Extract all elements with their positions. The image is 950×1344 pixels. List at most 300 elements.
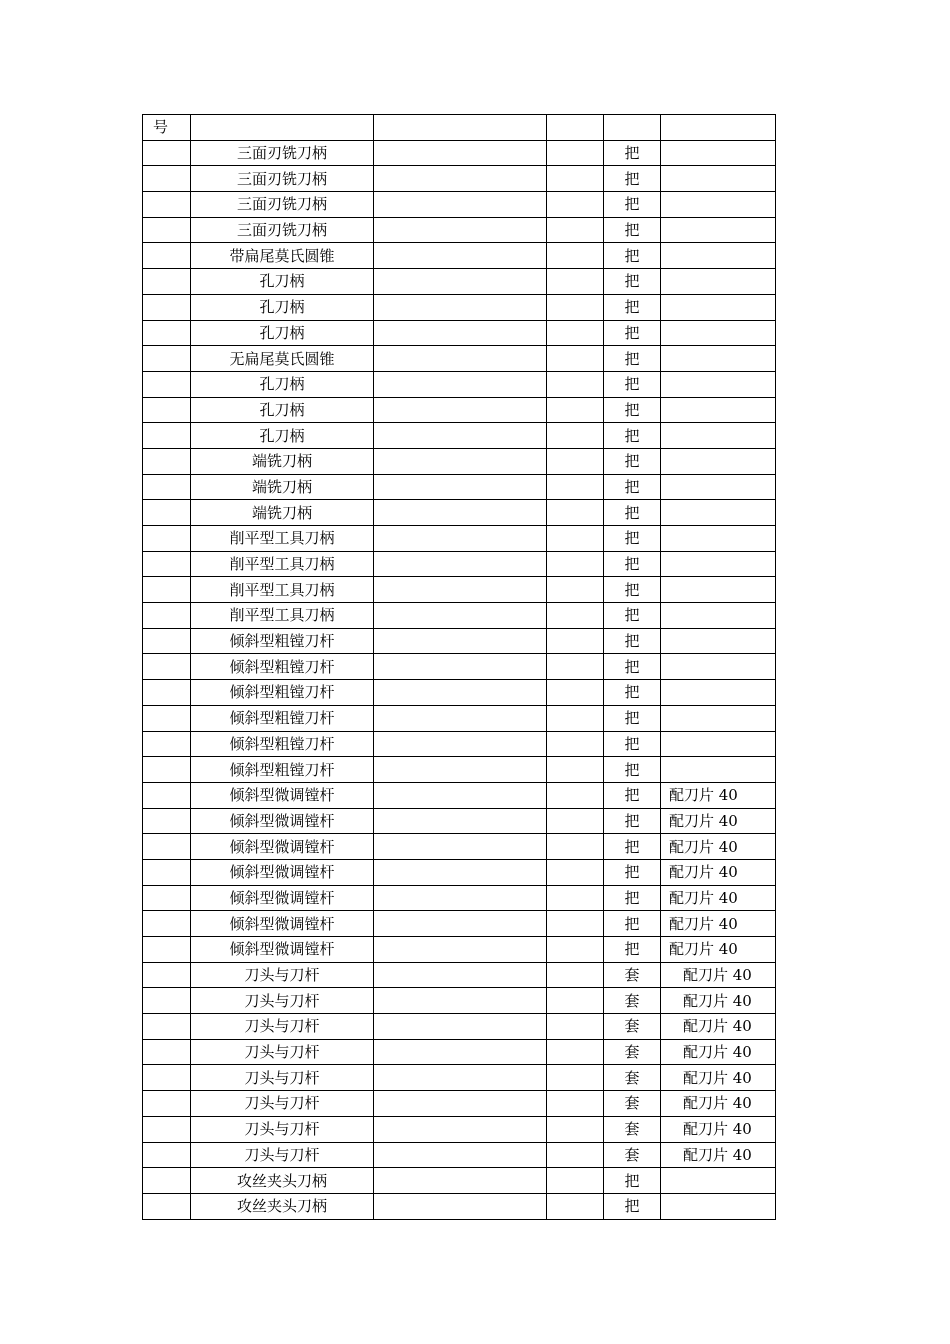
item-name-cell: 倾斜型粗镗刀杆 [191,680,374,706]
unit-cell: 把 [604,192,661,218]
unit-cell: 把 [604,859,661,885]
spec-cell [374,269,547,295]
item-name-cell: 攻丝夹头刀柄 [191,1168,374,1194]
spec-cell [374,808,547,834]
number-cell [143,1168,191,1194]
number-cell [143,500,191,526]
spec-cell [374,448,547,474]
spec-cell [374,834,547,860]
table-row [143,988,776,1014]
remark-cell: 配刀片 40 [661,782,776,808]
number-cell [143,217,191,243]
table-row [143,885,776,911]
unit-cell: 把 [604,603,661,629]
spec-cell [374,988,547,1014]
number-cell [143,320,191,346]
qty-cell [547,937,604,963]
item-name-cell: 孔刀柄 [191,269,374,295]
table-row [143,269,776,295]
unit-cell: 把 [604,654,661,680]
number-cell [143,448,191,474]
spec-cell [374,423,547,449]
qty-cell [547,166,604,192]
table-row [143,423,776,449]
item-name-cell: 倾斜型粗镗刀杆 [191,731,374,757]
qty-cell [547,988,604,1014]
table-row [143,577,776,603]
number-cell [143,1193,191,1219]
remark-cell: 配刀片 40 [661,1116,776,1142]
table-row [143,757,776,783]
remark-cell [661,526,776,552]
unit-cell: 套 [604,1116,661,1142]
remark-cell [661,603,776,629]
table-row [143,474,776,500]
qty-cell [547,448,604,474]
unit-cell: 把 [604,166,661,192]
remark-cell [661,140,776,166]
qty-cell [547,371,604,397]
qty-cell [547,834,604,860]
item-name-cell: 三面刃铣刀柄 [191,140,374,166]
table-row [143,1039,776,1065]
qty-cell [547,1142,604,1168]
unit-cell: 把 [604,346,661,372]
number-cell [143,937,191,963]
spec-cell [374,757,547,783]
spec-cell [374,551,547,577]
remark-cell: 配刀片 40 [661,885,776,911]
number-cell [143,911,191,937]
remark-header-cell [661,115,776,141]
item-name-cell: 倾斜型粗镗刀杆 [191,705,374,731]
item-name-cell: 倾斜型微调镗杆 [191,782,374,808]
spec-cell [374,1065,547,1091]
number-cell [143,474,191,500]
unit-cell: 把 [604,757,661,783]
remark-cell: 配刀片 40 [661,808,776,834]
unit-cell: 把 [604,140,661,166]
remark-cell [661,192,776,218]
unit-cell: 把 [604,1193,661,1219]
unit-cell: 套 [604,1014,661,1040]
unit-cell: 把 [604,577,661,603]
unit-cell: 套 [604,962,661,988]
table-row [143,397,776,423]
spec-cell [374,1014,547,1040]
unit-cell: 把 [604,834,661,860]
table-row [143,140,776,166]
remark-cell: 配刀片 40 [661,911,776,937]
item-name-cell: 倾斜型微调镗杆 [191,834,374,860]
qty-cell [547,397,604,423]
unit-cell: 把 [604,885,661,911]
qty-cell [547,1091,604,1117]
number-cell [143,654,191,680]
qty-cell [547,577,604,603]
unit-cell: 套 [604,1039,661,1065]
table-row [143,192,776,218]
qty-cell [547,474,604,500]
qty-cell [547,911,604,937]
table-row [143,294,776,320]
item-name-cell: 攻丝夹头刀柄 [191,1193,374,1219]
item-name-cell: 端铣刀柄 [191,474,374,500]
table-row [143,1142,776,1168]
table-row [143,320,776,346]
qty-cell [547,526,604,552]
unit-cell: 把 [604,937,661,963]
unit-cell: 把 [604,808,661,834]
table-row [143,1091,776,1117]
spec-cell [374,320,547,346]
qty-cell [547,346,604,372]
spec-cell [374,140,547,166]
table-row [143,217,776,243]
number-cell [143,859,191,885]
table-row [143,166,776,192]
qty-cell [547,1039,604,1065]
table-body [143,115,776,1220]
unit-cell: 把 [604,217,661,243]
unit-cell: 把 [604,1168,661,1194]
qty-cell [547,705,604,731]
item-name-cell: 削平型工具刀柄 [191,577,374,603]
unit-cell: 套 [604,1142,661,1168]
qty-cell [547,140,604,166]
item-name-cell: 刀头与刀杆 [191,1091,374,1117]
number-cell [143,243,191,269]
spec-cell [374,243,547,269]
spec-cell [374,1193,547,1219]
number-cell [143,1014,191,1040]
number-cell [143,397,191,423]
qty-cell [547,885,604,911]
number-cell [143,269,191,295]
name-header-cell [191,115,374,141]
unit-cell: 把 [604,551,661,577]
table-row [143,680,776,706]
qty-cell [547,192,604,218]
item-name-cell: 刀头与刀杆 [191,1142,374,1168]
item-name-cell: 刀头与刀杆 [191,1014,374,1040]
remark-cell [661,320,776,346]
remark-cell [661,680,776,706]
spec-cell [374,654,547,680]
remark-cell [661,628,776,654]
qty-cell [547,628,604,654]
item-name-cell: 孔刀柄 [191,294,374,320]
unit-cell: 把 [604,628,661,654]
spec-cell [374,474,547,500]
number-cell [143,988,191,1014]
item-name-cell: 倾斜型粗镗刀杆 [191,628,374,654]
spec-cell [374,166,547,192]
remark-cell [661,166,776,192]
table-row [143,628,776,654]
unit-cell: 套 [604,988,661,1014]
table-row [143,654,776,680]
unit-cell: 把 [604,474,661,500]
number-cell [143,731,191,757]
qty-cell [547,603,604,629]
remark-cell: 配刀片 40 [661,962,776,988]
unit-cell: 把 [604,448,661,474]
spec-cell [374,1116,547,1142]
unit-cell: 把 [604,243,661,269]
item-name-cell: 刀头与刀杆 [191,1039,374,1065]
item-name-cell: 倾斜型粗镗刀杆 [191,757,374,783]
unit-cell: 套 [604,1065,661,1091]
table-row [143,346,776,372]
remark-cell: 配刀片 40 [661,1065,776,1091]
spec-cell [374,628,547,654]
table-row [143,911,776,937]
spec-cell [374,962,547,988]
spec-cell [374,397,547,423]
spec-cell [374,1168,547,1194]
unit-cell: 套 [604,1091,661,1117]
item-name-cell: 倾斜型粗镗刀杆 [191,654,374,680]
unit-cell: 把 [604,500,661,526]
number-cell [143,680,191,706]
spec-cell [374,346,547,372]
remark-cell [661,577,776,603]
table-row [143,937,776,963]
unit-cell: 把 [604,397,661,423]
remark-cell [661,243,776,269]
spec-cell [374,859,547,885]
item-name-cell: 三面刃铣刀柄 [191,192,374,218]
item-name-cell: 倾斜型微调镗杆 [191,911,374,937]
table-row [143,243,776,269]
qty-cell [547,1065,604,1091]
qty-cell [547,269,604,295]
number-cell [143,705,191,731]
remark-cell [661,371,776,397]
table-row [143,603,776,629]
spec-cell [374,603,547,629]
table-row [143,526,776,552]
qty-cell [547,423,604,449]
spec-cell [374,192,547,218]
spec-cell [374,1091,547,1117]
number-cell [143,834,191,860]
item-name-cell: 削平型工具刀柄 [191,551,374,577]
table-row [143,962,776,988]
number-cell [143,166,191,192]
remark-cell [661,474,776,500]
item-name-cell: 孔刀柄 [191,397,374,423]
qty-cell [547,680,604,706]
item-name-cell: 无扁尾莫氏圆锥 [191,346,374,372]
remark-cell: 配刀片 40 [661,1091,776,1117]
spec-cell [374,680,547,706]
number-cell [143,628,191,654]
remark-cell [661,731,776,757]
remark-cell: 配刀片 40 [661,1039,776,1065]
spec-cell [374,885,547,911]
remark-cell: 配刀片 40 [661,1014,776,1040]
unit-cell: 把 [604,423,661,449]
table-row [143,731,776,757]
qty-cell [547,551,604,577]
unit-header-cell [604,115,661,141]
table-row [143,1065,776,1091]
spec-cell [374,937,547,963]
remark-cell [661,1193,776,1219]
remark-cell [661,551,776,577]
qty-cell [547,731,604,757]
qty-cell [547,808,604,834]
item-name-cell: 刀头与刀杆 [191,1116,374,1142]
number-cell [143,577,191,603]
number-cell [143,782,191,808]
qty-cell [547,294,604,320]
remark-cell: 配刀片 40 [661,988,776,1014]
item-name-cell: 削平型工具刀柄 [191,603,374,629]
table-row [143,1014,776,1040]
qty-cell [547,1014,604,1040]
item-name-cell: 刀头与刀杆 [191,962,374,988]
table-row [143,705,776,731]
qty-cell [547,757,604,783]
spec-cell [374,577,547,603]
spec-cell [374,500,547,526]
number-cell [143,603,191,629]
item-name-cell: 孔刀柄 [191,423,374,449]
number-cell [143,757,191,783]
item-name-cell: 三面刃铣刀柄 [191,217,374,243]
spec-cell [374,731,547,757]
unit-cell: 把 [604,320,661,346]
item-name-cell: 端铣刀柄 [191,448,374,474]
number-cell [143,1091,191,1117]
number-cell [143,551,191,577]
unit-cell: 把 [604,731,661,757]
table-row [143,782,776,808]
spec-cell [374,217,547,243]
qty-cell [547,500,604,526]
item-name-cell: 孔刀柄 [191,371,374,397]
number-cell [143,1065,191,1091]
header-row [143,115,776,141]
number-cell [143,1039,191,1065]
table-row [143,808,776,834]
remark-cell [661,757,776,783]
item-name-cell: 三面刃铣刀柄 [191,166,374,192]
qty-cell [547,654,604,680]
remark-cell: 配刀片 40 [661,1142,776,1168]
number-cell [143,192,191,218]
remark-cell [661,500,776,526]
number-cell [143,808,191,834]
table-row [143,448,776,474]
spec-cell [374,294,547,320]
qty-cell [547,962,604,988]
number-cell [143,371,191,397]
item-name-cell: 倾斜型微调镗杆 [191,859,374,885]
qty-cell [547,243,604,269]
number-header-cell: 号 [143,115,191,141]
table-row [143,500,776,526]
spec-cell [374,911,547,937]
item-name-cell: 刀头与刀杆 [191,1065,374,1091]
number-cell [143,885,191,911]
qty-cell [547,320,604,346]
spec-cell [374,526,547,552]
qty-cell [547,1116,604,1142]
spec-cell [374,1142,547,1168]
tool-list-table [142,114,776,1220]
number-cell [143,1116,191,1142]
spec-cell [374,782,547,808]
remark-cell: 配刀片 40 [661,937,776,963]
remark-cell [661,346,776,372]
table-row [143,1116,776,1142]
table-row [143,371,776,397]
table-row [143,1193,776,1219]
remark-cell [661,397,776,423]
number-cell [143,294,191,320]
number-cell [143,1142,191,1168]
remark-cell [661,1168,776,1194]
qty-cell [547,782,604,808]
spec-header-cell [374,115,547,141]
remark-cell [661,294,776,320]
unit-cell: 把 [604,782,661,808]
spec-cell [374,1039,547,1065]
number-cell [143,526,191,552]
remark-cell [661,448,776,474]
item-name-cell: 刀头与刀杆 [191,988,374,1014]
remark-cell [661,654,776,680]
qty-cell [547,1193,604,1219]
item-name-cell: 端铣刀柄 [191,500,374,526]
spec-cell [374,705,547,731]
qty-cell [547,859,604,885]
item-name-cell: 倾斜型微调镗杆 [191,885,374,911]
unit-cell: 把 [604,680,661,706]
spec-cell [374,371,547,397]
remark-cell [661,705,776,731]
remark-cell [661,423,776,449]
unit-cell: 把 [604,371,661,397]
number-cell [143,423,191,449]
unit-cell: 把 [604,526,661,552]
item-name-cell: 倾斜型微调镗杆 [191,937,374,963]
unit-cell: 把 [604,269,661,295]
remark-cell: 配刀片 40 [661,859,776,885]
table-row [143,1168,776,1194]
remark-cell: 配刀片 40 [661,834,776,860]
unit-cell: 把 [604,294,661,320]
table-row [143,859,776,885]
qty-cell [547,217,604,243]
unit-cell: 把 [604,705,661,731]
item-name-cell: 孔刀柄 [191,320,374,346]
qty-cell [547,1168,604,1194]
remark-cell [661,269,776,295]
item-name-cell: 带扁尾莫氏圆锥 [191,243,374,269]
qty-header-cell [547,115,604,141]
number-cell [143,140,191,166]
unit-cell: 把 [604,911,661,937]
number-cell [143,962,191,988]
number-cell [143,346,191,372]
item-name-cell: 倾斜型微调镗杆 [191,808,374,834]
table-row [143,551,776,577]
